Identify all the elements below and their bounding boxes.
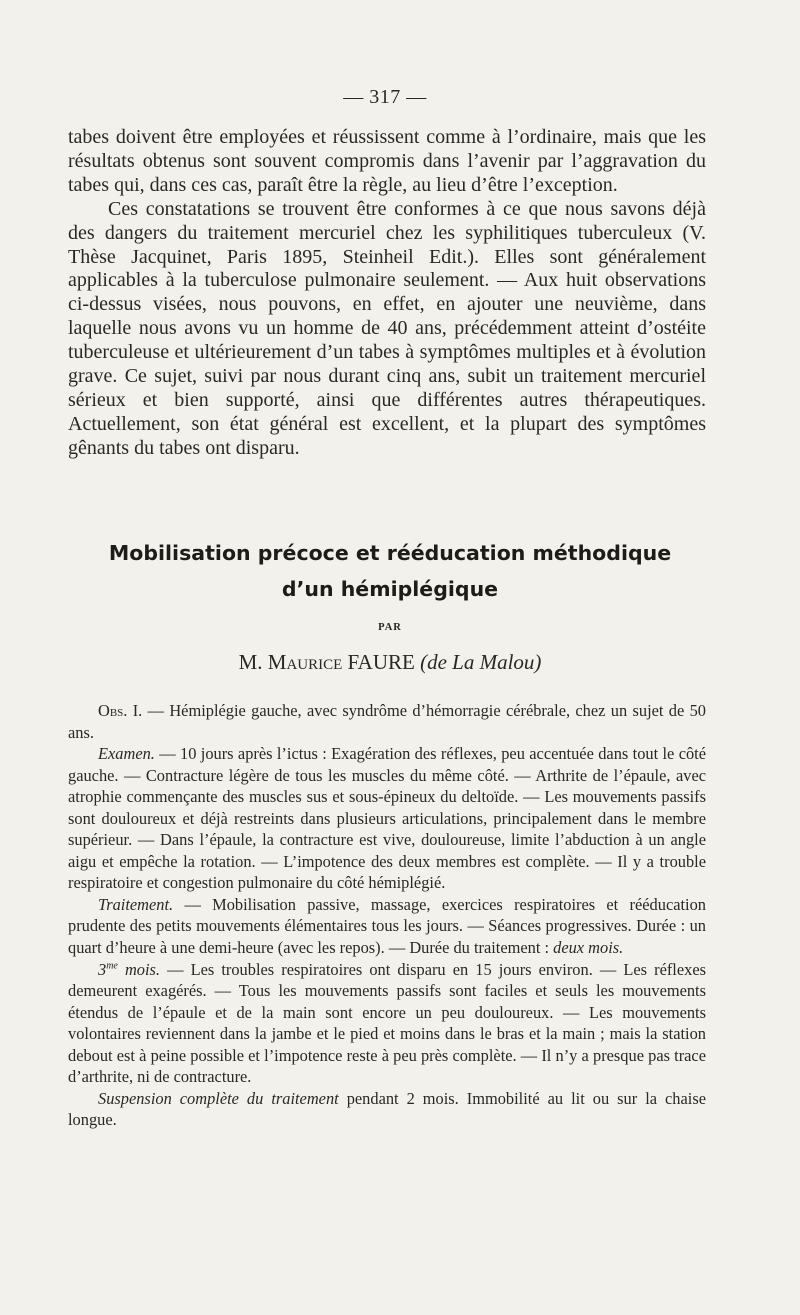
traitement-text: — Mobilisation passive, massage, exercices respiratoires et rééducation prudente des petits mouvements élémentaires tous les jours. — Séances progressives. Durée : un quart d’heure à une demi-heure (avec les repos). — Durée du traitement :: [68, 894, 706, 958]
examen-label: Examen.: [98, 744, 155, 764]
intro-paragraph-1: tabes doivent être employées et réussissent comme à l’ordinaire, mais que les résultats obtenus sont souvent compromis dans l’avenir par l’aggravation du tabes qui, dans ces cas, paraît être la règle, au lieu d’être l’exception.: [68, 126, 706, 196]
observation-text: [68, 700, 706, 1131]
traitement-duree: deux mois.: [553, 938, 624, 958]
examen-paragraph: [68, 743, 706, 894]
mois-text: — Les troubles respiratoires ont disparu en 15 jours environ. — Les réflexes demeurent exagérés. — Tous les mouvements passifs sont faciles et seuls les mouvements étendus de l’épaule et de la main sont encore un peu douloureux. — Les mouvements volontaires reviennent dans la jambe et le pied et moins dans le bras et la main ; mais la station debout est à peine possible et l’impotence reste à peu près complète. — Il n’y a presque pas trace d’arthrite, ni de contracture.: [68, 959, 706, 1087]
suspension-text: pendant 2 mois. Immobilité au lit ou sur la chaise longue.: [68, 1088, 706, 1130]
traitement-paragraph: [68, 894, 706, 959]
author-last-name: FAURE: [342, 650, 421, 674]
page-number: — 317 —: [343, 86, 427, 108]
intro-paragraph-2: Ces constatations se trouvent être conformes à ce que nous savons déjà des dangers du traitement mercuriel chez les syphilitiques tuberculeux (V. Thèse Jacquinet, Paris 1895, Steinheil Edit.). Elles sont généralement applicables à la tuberculose pulmonaire seulement. — Aux huit observations ci-dessus visées, nous pouvons, en effet, en ajouter une neuvième, dans laquelle nous avons vu un homme de 40 ans, précédemment atteint d’ostéite tuberculeuse et ultérieurement d’un tabes à symptômes multiples et à évolution grave. Ce sujet, suivi par nous durant cinq ans, subit un traitement mercuriel sérieux et bien supporté, ainsi que différentes autres thérapeutiques. Actuellement, son état général est excellent, et la plupart des symptômes gênants du tabes ont disparu.: [68, 197, 706, 459]
mois-superscript: me: [106, 960, 118, 972]
article-title-line-2: d’un hémiplégique: [281, 577, 499, 601]
article-title-line-1: Mobilisation précoce et rééducation méthodique: [108, 541, 672, 565]
author-first-name: Maurice: [267, 650, 343, 674]
traitement-label: Traitement.: [98, 894, 174, 914]
examen-text: — 10 jours après l’ictus : Exagération des réflexes, peu accentuée dans tout le côté gauche. — Contracture légère de tous les muscles du même côté. — Arthrite de l’épaule, avec atrophie commençante des muscles sus et sous-épineux du deltoïde. — Les mouvements passifs sont douloureux et déjà restreints dans plusieurs articulations, principalement dans le membre supérieur. — Dans l’épaule, la contracture est vive, douloureuse, limite l’abduction à un angle aigu et empêche la rotation. — L’impotence des deux membres est complète. — Il y a trouble respiratoire et congestion pulmonaire du côté hémiplégié.: [68, 744, 706, 893]
author-line: [60, 650, 720, 675]
mois-paragraph: [68, 959, 706, 1088]
obs-paragraph: [68, 700, 706, 743]
obs-text: — Hémiplégie gauche, avec syndrôme d’hémorragie cérébrale, chez un sujet de 50 ans.: [68, 701, 706, 742]
author-place: (de La Malou): [420, 650, 542, 674]
suspension-label: Suspension complète du traitement: [98, 1088, 339, 1108]
intro-text: [68, 126, 706, 461]
obs-label: Obs. I.: [98, 701, 143, 720]
byline-par: PAR: [378, 622, 402, 633]
mois-label: mois.: [117, 959, 161, 979]
mois-number: 3: [98, 959, 107, 979]
author-prefix: M.: [238, 650, 268, 674]
suspension-paragraph: [68, 1088, 706, 1131]
